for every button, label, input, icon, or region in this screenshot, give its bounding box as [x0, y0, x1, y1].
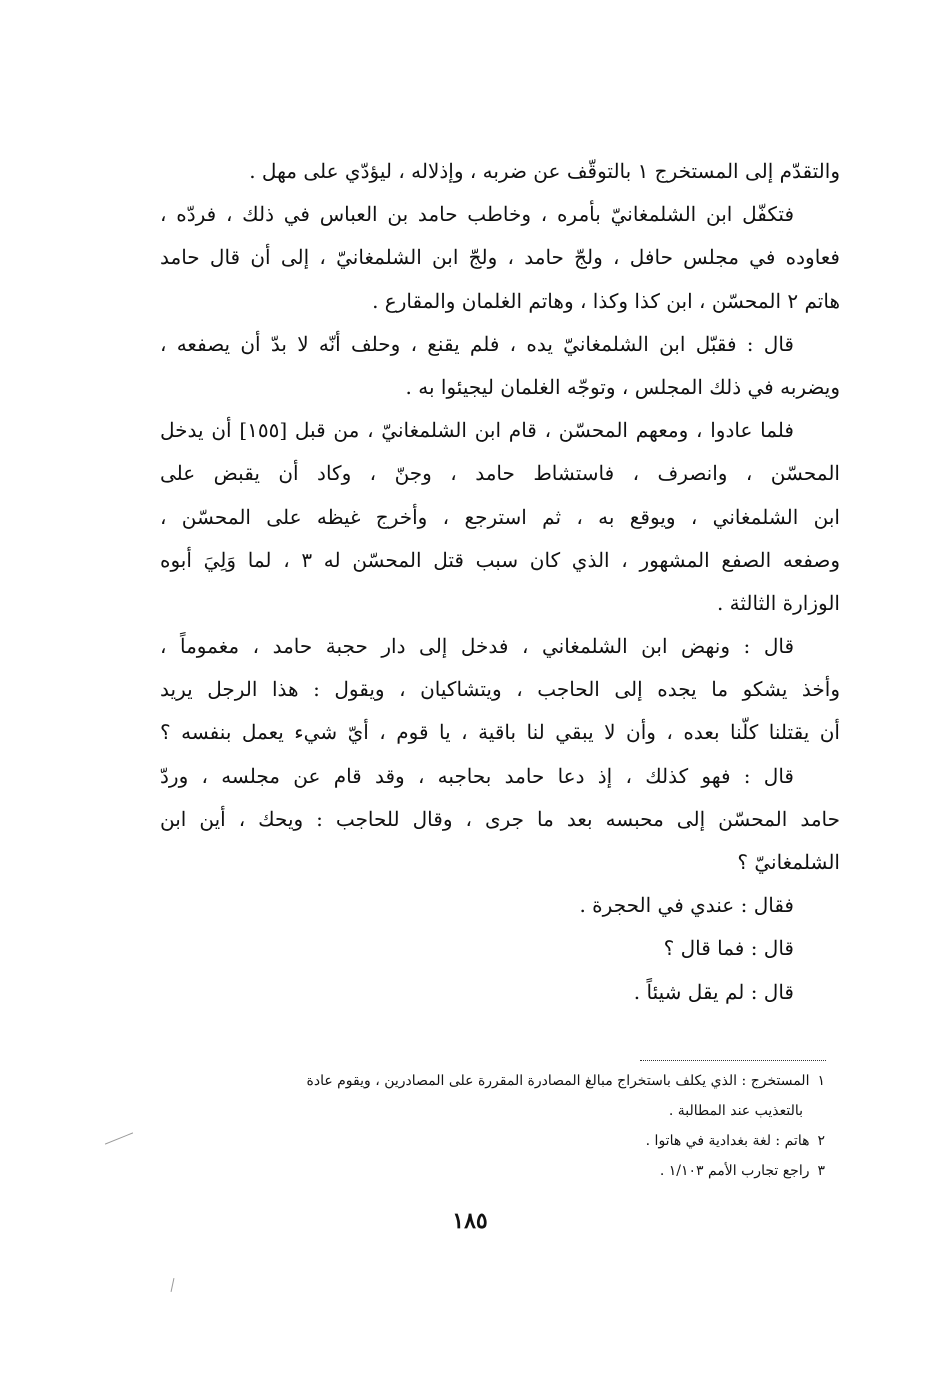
text-line: ويضربه في ذلك المجلس ، وتوجّه الغلمان ليجيئوا به . — [405, 374, 840, 399]
text-line: الشلمغانيّ ؟ — [737, 850, 840, 874]
text-line: المحسّن ، وانصرف ، فاستشاط حامد ، وجنّ ، وكاد أن يقبض على — [160, 461, 840, 486]
text-line: قال : فهو كذلك ، إذ دعا حامد بحاجبه ، وقد قام عن مجلسه ، وردّ — [160, 763, 794, 788]
text-line: الوزارة الثالثة . — [716, 590, 840, 615]
footnote-divider — [640, 1060, 826, 1061]
footnote-number: ١ — [817, 1073, 825, 1089]
text-line: فتكفّل ابن الشلمغانيّ بأمره ، وخاطب حامد بن العباس في ذلك ، فردّه ، — [160, 202, 794, 227]
footnote-line — [155, 1126, 825, 1156]
text-line: فقال : عندي في الحجرة . — [579, 893, 794, 918]
text-line: والتقدّم إلى المستخرج ١ بالتوقّف عن ضربه ، وإذلاله ، ليؤدّي على مهل . — [249, 159, 840, 183]
footnote-text: المستخرج : الذي يكلف باستخراج مبالغ المصادرة المقررة على المصادرين ، ويقوم عادة — [306, 1073, 810, 1089]
footnote-text: راجع تجارب الأمم ١/١٠٣ . — [659, 1163, 810, 1179]
text-line: قال : فقبّل ابن الشلمغانيّ يده ، فلم يقنع ، وحلف أنّه لا بدّ أن يصفعه ، — [160, 331, 794, 356]
text-line: قال : فما قال ؟ — [663, 936, 794, 961]
footnote-number: ٣ — [817, 1163, 825, 1179]
text-line: فعاوده في مجلس حافل ، ولجّ حامد ، ولجّ ابن الشلمغانيّ ، إلى أن قال حامد — [160, 245, 840, 270]
text-line: قال : لم يقل شيئاً . — [633, 979, 794, 1004]
text-line: أن يقتلنا كلّنا بعده ، وأن لا يبقي لنا باقية ، يا قوم ، أيّ شيء يعمل بنفسه ؟ — [160, 720, 840, 745]
page-number: ١٨٥ — [452, 1208, 488, 1234]
scan-mark — [105, 1132, 133, 1144]
text-line: حامد المحسّن إلى محبسه بعد ما جرى ، وقال للحاجب : ويحك ، أين ابن — [160, 806, 840, 831]
footnote-number: ٢ — [817, 1133, 825, 1149]
text-line: وصفعه الصفع المشهور ، الذي كان سبب قتل المحسّن له ٣ ، لما وَلِيَ أبوه — [160, 547, 840, 572]
text-line: ابن الشلمغاني ، ويوقع به ، ثم استرجع ، وأخرج غيظه على المحسّن ، — [160, 504, 840, 529]
text-line: فلما عادوا ، ومعهم المحسّن ، قام ابن الشلمغانيّ ، من قبل [١٥٥] أن يدخل — [160, 418, 794, 443]
scan-mark — [171, 1278, 175, 1292]
text-line: قال : ونهض ابن الشلمغاني ، فدخل إلى دار حجبة حامد ، مغموماً ، — [160, 634, 794, 659]
text-line: وأخذ يشكو ما يجده إلى الحاجب ، ويتشاكيان ، ويقول : هذا الرجل يريد — [160, 677, 840, 702]
footnote-line — [155, 1096, 825, 1126]
footnote-line — [155, 1066, 825, 1096]
text-line: هاتم ٢ المحسّن ، ابن كذا وكذا ، وهاتم الغلمان والمقارع . — [372, 288, 840, 313]
footnotes-block — [155, 1066, 825, 1186]
footnote-text: هاتم : لغة بغدادية في هاتوا . — [645, 1133, 810, 1149]
main-text-block — [160, 150, 840, 1014]
footnote-line — [155, 1156, 825, 1186]
footnote-text: بالتعذيب عند المطالبة . — [668, 1103, 803, 1119]
